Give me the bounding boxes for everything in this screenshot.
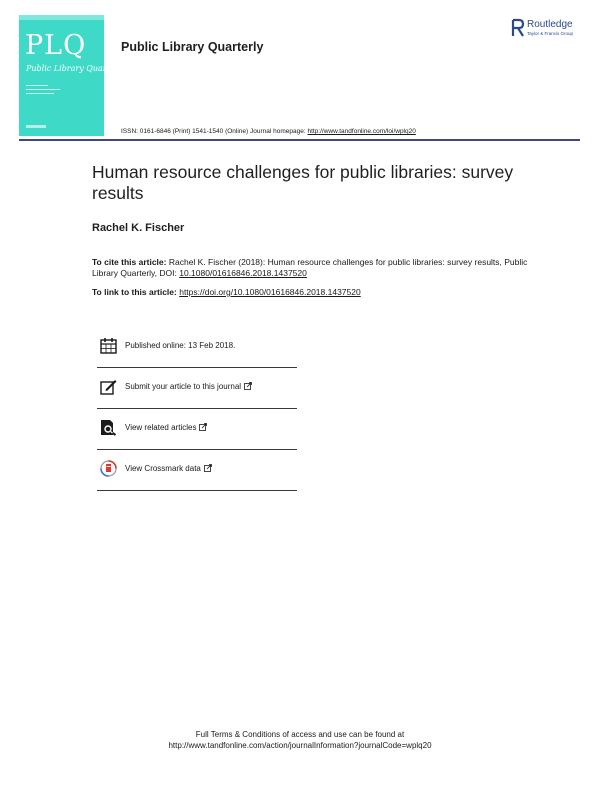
submit-article-text: Submit your article to this journal [125,382,242,391]
cover-title: Public Library Quarterly [26,64,126,73]
submit-article-link[interactable] [97,368,297,409]
journal-cover [19,15,126,136]
submit-article-label [125,382,252,391]
related-articles-label [125,423,207,432]
journal-title: Public Library Quarterly [121,40,264,54]
published-online-item [97,327,297,368]
terms-link[interactable]: http://www.tandfonline.com/action/journalInformation?journalCode=wplq20 [168,741,432,750]
article-link-line [92,287,361,297]
doi-link[interactable]: 10.1080/01616846.2018.1437520 [179,268,307,278]
citation-text: Rachel K. Fischer (2018): Human resource challenges for public libraries: survey results, Public Library Quarterly, DOI: [92,257,528,278]
published-online-text: Published online: 13 Feb 2018. [125,341,236,350]
terms-line: Full Terms & Conditions of access and use can be found at [195,730,405,739]
publisher-tagline: Taylor & Francis Group [527,31,574,36]
crossmark-label [125,464,212,473]
pencil-icon [100,378,117,395]
header-divider [19,139,580,141]
article-links-list [97,327,297,491]
related-articles-link[interactable] [97,409,297,450]
cover-abbrev: PLQ [25,30,87,61]
cover-line [26,93,54,94]
external-link-icon [199,423,207,431]
publisher-logo[interactable] [511,18,591,40]
crossmark-text: View Crossmark data [125,464,201,473]
article-title: Human resource challenges for public libraries: survey results [92,162,514,203]
routledge-logo-icon [511,18,525,38]
article-author: Rachel K. Fischer [92,222,185,234]
article-link-label: To link to this article: [92,287,180,297]
cover-top-strip [19,15,104,20]
article-url-link[interactable]: https://doi.org/10.1080/01616846.2018.1437520 [179,287,361,297]
issn-text: ISSN: 0161-6846 (Print) 1541-1540 (Online) Journal homepage: [121,128,308,135]
citation-label: To cite this article: [92,257,167,267]
external-link-icon [204,464,212,472]
crossmark-icon [100,460,117,477]
external-link-icon [244,382,252,390]
crossmark-link[interactable] [97,450,297,491]
terms-footer [0,729,600,751]
journal-homepage-link[interactable]: http://www.tandfonline.com/loi/wplq20 [307,128,416,135]
cover-line [26,89,60,90]
calendar-icon [100,337,117,354]
citation [92,257,532,279]
cover-footer-mark [26,125,46,128]
cover-line [26,85,48,86]
related-articles-text: View related articles [125,423,197,432]
publisher-name: Routledge [527,19,573,30]
related-articles-icon [100,419,117,436]
issn-line [121,128,416,135]
